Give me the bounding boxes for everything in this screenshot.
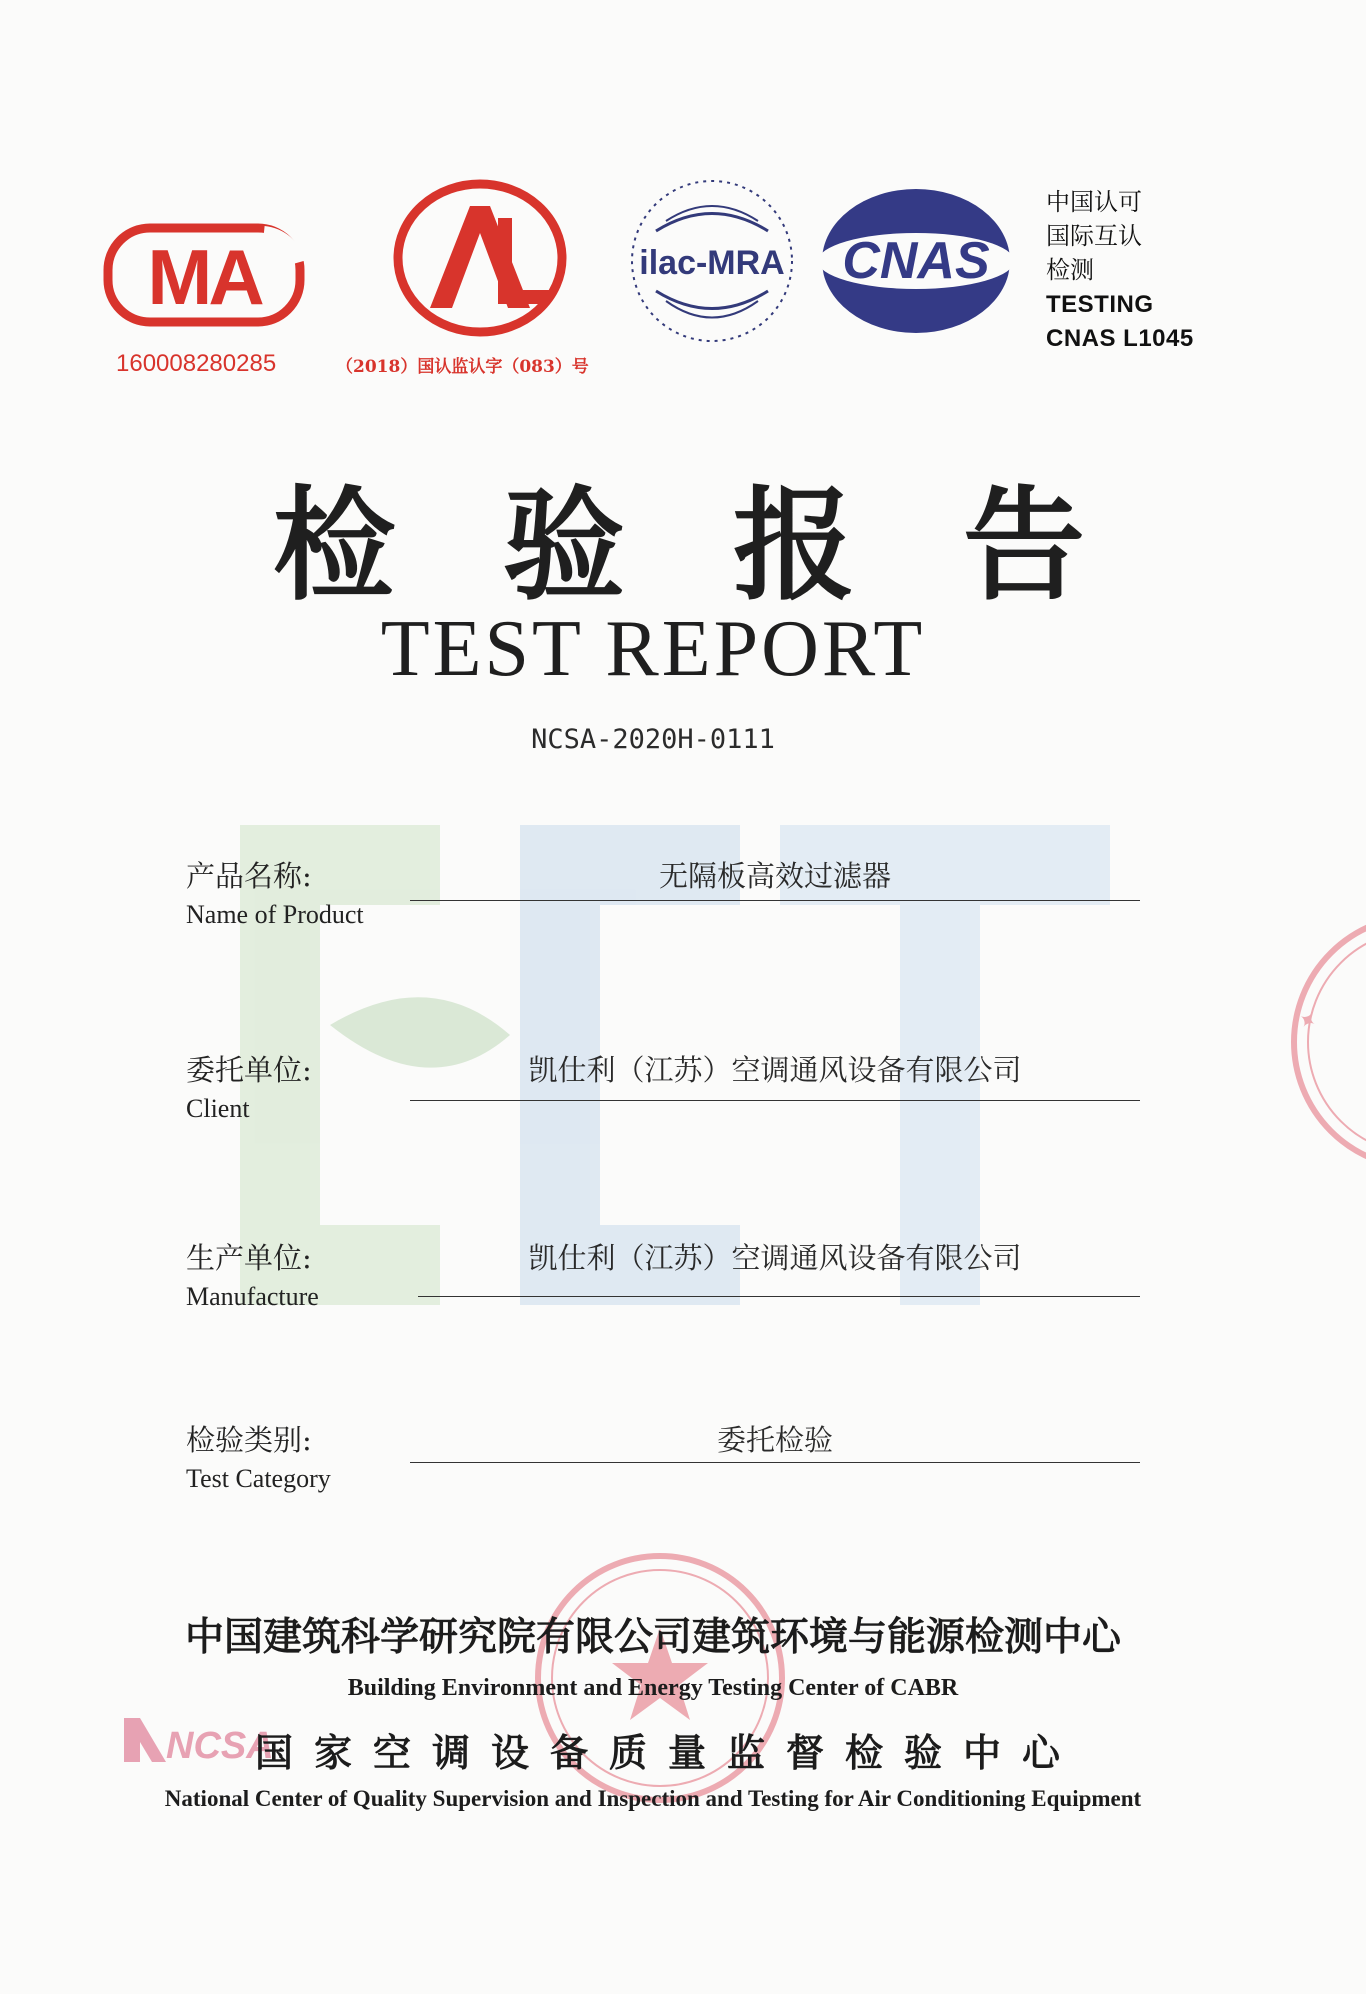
cnas-line2: 国际互认 xyxy=(1046,223,1142,250)
edge-seal xyxy=(1270,912,1366,1172)
client-label-en: Client xyxy=(186,1094,250,1123)
cma-number: 160008280285 xyxy=(116,350,277,377)
cnas-logo-text: CNAS xyxy=(842,232,990,290)
product-label-cn: 产品名称: xyxy=(186,859,312,893)
product-value: 无隔板高效过滤器 xyxy=(658,859,891,893)
client-underline xyxy=(410,1100,1140,1101)
cma-logo xyxy=(104,222,304,328)
cnas-logo xyxy=(818,186,1014,336)
report-title-cn: 检验报告 xyxy=(273,475,1193,617)
product-underline xyxy=(410,900,1140,901)
cnas-line5: CNAS L1045 xyxy=(1046,325,1194,352)
manufacture-label-en: Manufacture xyxy=(186,1282,319,1311)
cnas-line4: TESTING xyxy=(1046,291,1154,318)
svg-text:MA: MA xyxy=(147,233,261,321)
ncsa-logo xyxy=(118,1712,274,1767)
product-label-en: Name of Product xyxy=(186,900,364,929)
national-center-en: National Center of Quality Supervision and Inspection and Testing for Air Conditioning Equipment xyxy=(164,1786,1142,1811)
ncsa-logo-text: NCSA xyxy=(166,1725,274,1767)
national-center-cn: 国家空调设备质量监督检验中心 xyxy=(255,1731,1082,1775)
cnas-line3: 检测 xyxy=(1046,257,1094,284)
svg-text:✦: ✦ xyxy=(1293,1006,1325,1035)
client-value: 凯仕利（江苏）空调通风设备有限公司 xyxy=(528,1053,1022,1087)
category-underline xyxy=(410,1462,1140,1463)
category-value: 委托检验 xyxy=(716,1423,833,1457)
manufacture-label-cn: 生产单位: xyxy=(186,1241,312,1275)
cal-caption: （2018）国认监认字（083）号 xyxy=(336,357,589,377)
cal-logo xyxy=(390,178,570,338)
org-name-cn: 中国建筑科学研究院有限公司建筑环境与能源检测中心 xyxy=(184,1615,1121,1660)
cnas-line1: 中国认可 xyxy=(1046,189,1142,216)
category-label-en: Test Category xyxy=(186,1464,331,1493)
ilac-logo-text: ilac-MRA xyxy=(639,244,785,282)
org-name-en: Building Environment and Energy Testing Center of CABR xyxy=(347,1675,959,1701)
ilac-mra-logo xyxy=(626,176,798,346)
report-number: NCSA-2020H-0111 xyxy=(531,724,775,755)
category-label-cn: 检验类别: xyxy=(186,1423,312,1457)
cnas-accreditation-text xyxy=(1046,186,1194,356)
report-title-en: TEST REPORT xyxy=(380,605,926,693)
manufacture-underline xyxy=(418,1296,1140,1297)
client-label-cn: 委托单位: xyxy=(186,1053,312,1087)
manufacture-value: 凯仕利（江苏）空调通风设备有限公司 xyxy=(528,1241,1022,1275)
